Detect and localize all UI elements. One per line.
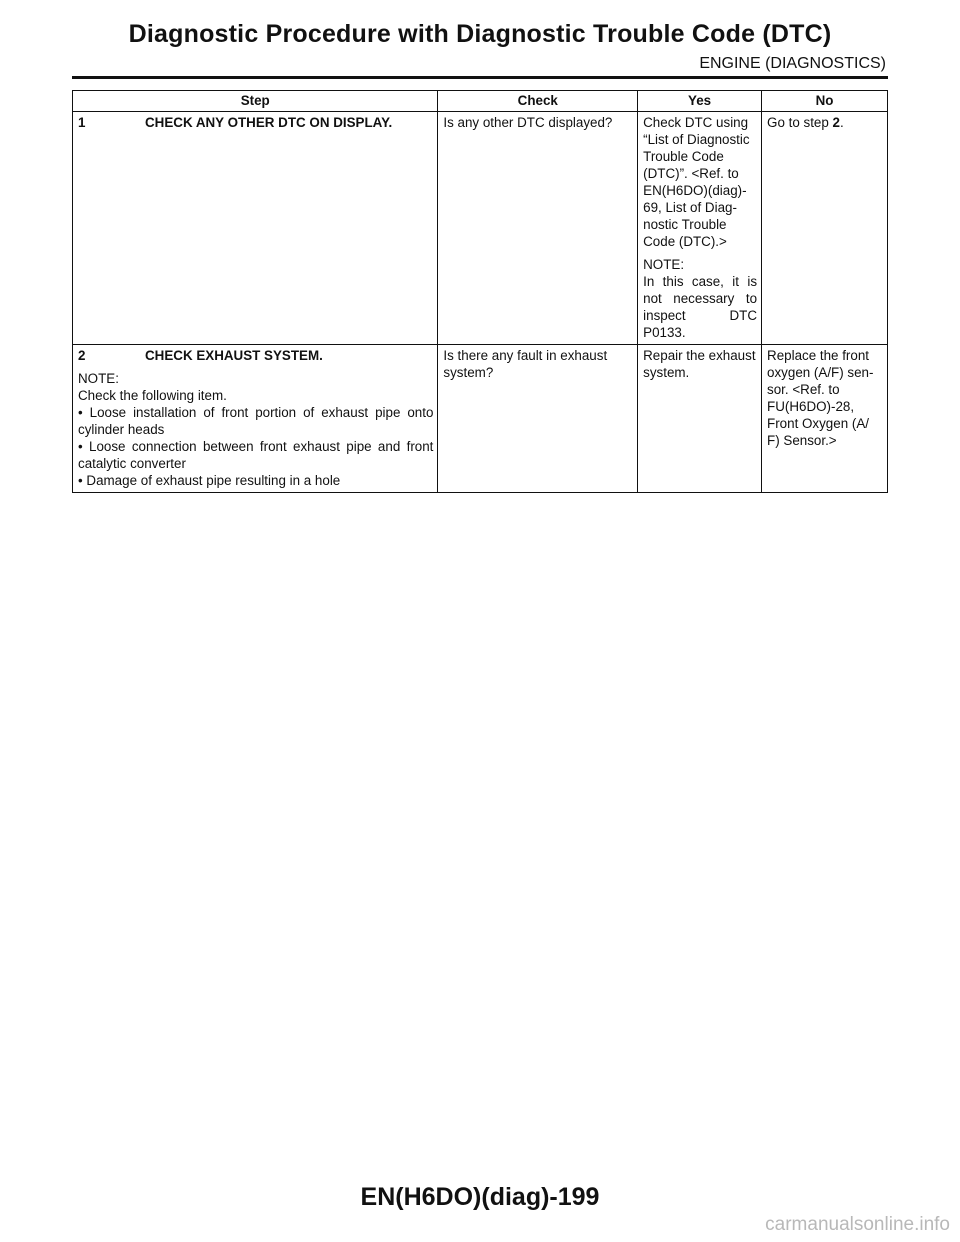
- note-text: In this case, it is not necessary to inspect DTC P0133.: [643, 274, 758, 340]
- section-name: ENGINE (DIAGNOSTICS): [699, 55, 886, 72]
- table-header-row: [73, 91, 888, 112]
- no-line: FU(H6DO)-28,: [767, 399, 855, 414]
- yes-line: Check DTC using: [643, 115, 749, 130]
- yes-line: “List of Diagnostic: [643, 132, 750, 147]
- no-line: sor. <Ref. to: [767, 382, 840, 397]
- no-line: Replace the front: [767, 348, 870, 363]
- no-prefix: Go to step: [767, 115, 833, 130]
- no-line: oxygen (A/F) sen-: [767, 365, 874, 380]
- yes-cell: [638, 345, 762, 493]
- yes-line: nostic Trouble: [643, 217, 727, 232]
- yes-line: EN(H6DO)(diag)-: [643, 183, 747, 198]
- no-cell: [762, 112, 888, 345]
- note-label: NOTE:: [78, 371, 119, 386]
- check-cell: [438, 345, 638, 493]
- yes-cell: [638, 112, 762, 345]
- column-header-no: No: [762, 91, 888, 112]
- bullet-item: • Loose connection between front exhaust pipe and front catalytic converter: [78, 439, 434, 471]
- bullet-item: • Damage of exhaust pipe resulting in a hole: [78, 473, 341, 488]
- step-number: 1: [78, 115, 86, 130]
- page-title: Diagnostic Procedure with Diagnostic Trouble Code (DTC): [128, 20, 832, 48]
- column-header-check: Check: [438, 91, 638, 112]
- yes-line: Repair the exhaust: [643, 348, 756, 363]
- no-suffix: .: [840, 115, 844, 130]
- go-to-step-link[interactable]: 2: [832, 115, 840, 130]
- note-intro: Check the following item.: [78, 388, 227, 403]
- yes-line: system.: [643, 365, 690, 380]
- yes-line: (DTC)”. <Ref. to: [643, 166, 739, 181]
- table-row: [73, 112, 888, 345]
- step-title: CHECK ANY OTHER DTC ON DISPLAY.: [145, 115, 393, 130]
- step-cell: [73, 345, 438, 493]
- bullet-item: • Loose installation of front portion of exhaust pipe onto cylinder heads: [78, 405, 434, 437]
- check-cell: Is any other DTC displayed?: [438, 112, 638, 345]
- no-cell: [762, 345, 888, 493]
- yes-line: 69, List of Diag-: [643, 200, 737, 215]
- note-label: NOTE:: [643, 257, 685, 272]
- diagnostic-table: [72, 90, 888, 493]
- column-header-step: Step: [73, 91, 438, 112]
- column-header-yes: Yes: [638, 91, 762, 112]
- check-line: Is there any fault in exhaust: [443, 348, 608, 363]
- yes-line: Trouble Code: [643, 149, 724, 164]
- step-title: CHECK EXHAUST SYSTEM.: [145, 348, 323, 363]
- check-line: system?: [443, 365, 494, 380]
- watermark-text: carmanualsonline.info: [765, 1214, 950, 1235]
- step-cell: [73, 112, 438, 345]
- page-number: EN(H6DO)(diag)-199: [360, 1183, 600, 1211]
- step-number: 2: [78, 348, 86, 363]
- no-line: F) Sensor.>: [767, 433, 837, 448]
- no-line: Front Oxygen (A/: [767, 416, 869, 431]
- header-rule: [72, 76, 888, 79]
- table-row: [73, 345, 888, 493]
- yes-line: Code (DTC).>: [643, 234, 727, 249]
